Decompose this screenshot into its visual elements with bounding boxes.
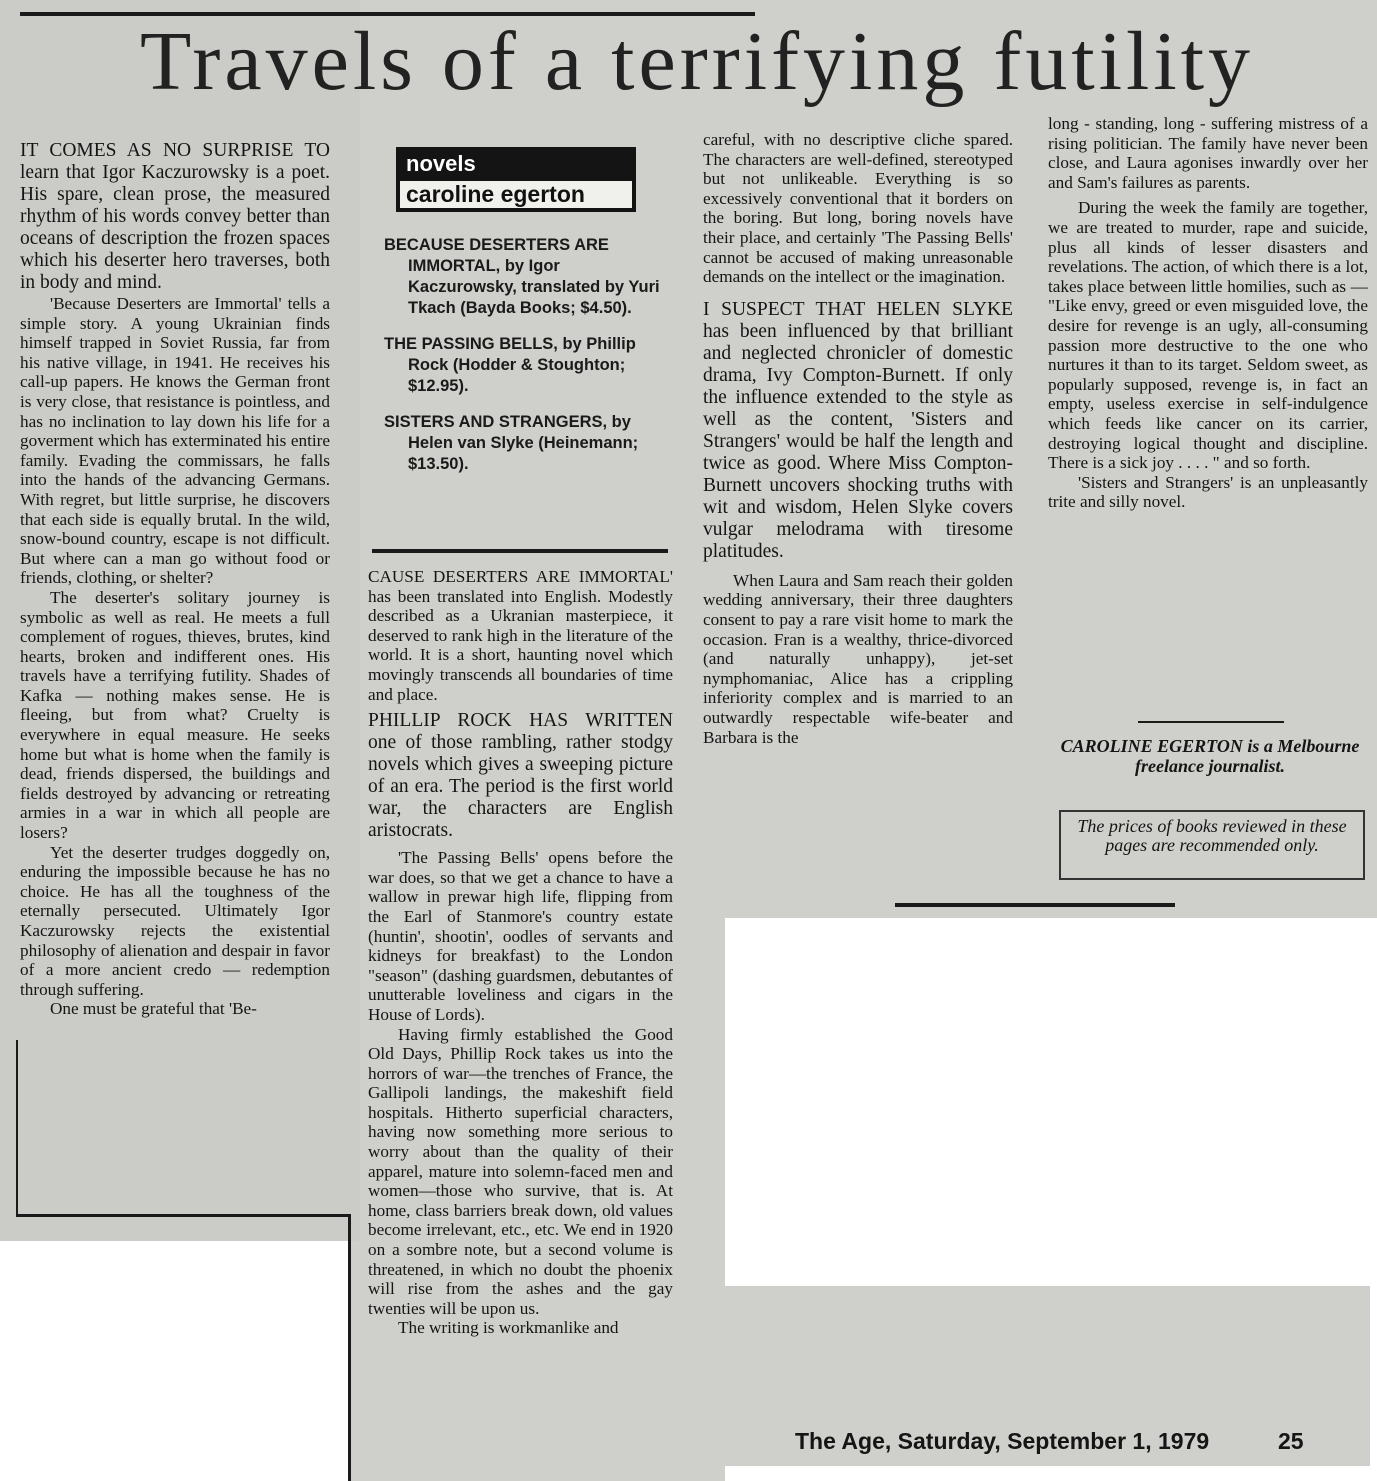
column-2-paragraph-1: CAUSE DESERTERS ARE IMMORTAL' has been translated into English. Modestly described as a Ukranian masterpiece, it deserved to rank high in the literature of the world. It is a short, haunting novel which movingly transcends all boundaries of time and place.	[368, 567, 673, 704]
column-2-paragraph-5: The writing is workmanlike and	[398, 1318, 619, 1338]
column-2	[368, 567, 673, 1338]
column-1-paragraph-2: 'Because Deserters are Immortal' tells a simple story. A young Ukrainian finds himself trapped in Soviet Russia, far from his native village, in 1941. He receives his call-up papers. He knows the German front is very close, that resistance is pointless, and has no inclination to lay down his life for a goverment which has exterminated his entire family. Evading the commissars, he falls into the hands of the advancing Germans. With regret, but little surprise, he discovers that each side is equally brutal. In the wild, snow-bound country, escape is not difficult. But where can a man go without food or friends, clothing, or shelter?	[20, 294, 330, 588]
left-border-line	[16, 1040, 18, 1215]
column-break-rule	[372, 549, 668, 553]
column-4-paragraph-3: 'Sisters and Strangers' is an unpleasantly trite and silly novel.	[1048, 472, 1368, 512]
column-3	[703, 130, 1013, 747]
section-label-reviewer: caroline egerton	[400, 181, 632, 208]
bottom-rule	[895, 903, 1175, 907]
book-entry: THE PASSING BELLS, by Phillip Rock (Hodder & Stoughton; $12.95).	[384, 335, 636, 395]
column-3-paragraph-1: careful, with no descriptive cliche spared. The characters are well-defined, stereotyped but not unlikeable. Everything is so excessively conventional that it borders on the boring. But long, boring novels have their place, and certainly 'The Passing Bells' cannot be accused of making unreasonable demands on the intellect or the imagination.	[703, 130, 1013, 287]
column-3-paragraph-2: I SUSPECT THAT HELEN SLYKE has been influenced by that brilliant and neglected chronicler of domestic drama, Ivy Compton-Burnett. If only the influence extended to the style as well as the content, 'Sisters and Strangers' would be half the length and twice as good. Where Miss Compton-Burnett uncovers shocking truths with wit and wisdom, Helen Slyke covers vulgar melodrama with tiresome platitudes.	[703, 298, 1013, 562]
author-bio: CAROLINE EGERTON is a Melbourne freelance journalist.	[1060, 736, 1360, 776]
book-entry: BECAUSE DESERTERS ARE IMMORTAL, by Igor Kaczurowsky, translated by Yuri Tkach (Bayda Books; $4.50).	[384, 236, 660, 317]
page-number: 25	[1278, 1428, 1304, 1454]
lower-border-vertical	[348, 1214, 351, 1481]
section-label-category: novels	[406, 151, 476, 176]
column-1-paragraph-4: Yet the deserter trudges doggedly on, enduring the impossible because he has no choice. He has all the toughness of the eternally persecuted. Ultimately Igor Kaczurowsky rejects the existential philosophy of alienation and despair in favor of a more ancient credo — redemption through suffering.	[20, 842, 330, 999]
column-2-paragraph-2: PHILLIP ROCK HAS WRITTEN one of those rambling, rather stodgy novels which gives a sweeping picture of an era. The period is the first world war, the characters are English aristocrats.	[368, 710, 673, 842]
book-entry: SISTERS AND STRANGERS, by Helen van Slyke (Heinemann; $13.50).	[384, 413, 639, 473]
column-4	[1048, 114, 1368, 512]
section-label	[396, 147, 636, 212]
lower-border-horizontal	[16, 1214, 351, 1217]
books-reviewed-list	[384, 235, 664, 490]
column-1-lead-paragraph: IT COMES AS NO SURPRISE TO learn that Igor Kaczurowsky is a poet. His spare, clean prose, the measured rhythm of his words convey better than oceans of description the frozen spaces which his deserter hero traverses, both in body and mind.	[20, 140, 330, 293]
column-4-paragraph-1: long - standing, long - suffering mistress of a rising politician. The family have never been close, and Laura agonises inwardly over her and Sam's failures as parents.	[1048, 114, 1368, 192]
column-2-paragraph-4: Having firmly established the Good Old Days, Phillip Rock takes us into the horrors of war—the trenches of France, the Gallipoli landings, the makeshift field hospitals. Hitherto superficial characters, having now something more serious to worry about than the quality of their apparel, mature into solemn-faced men and women—those who survive, that is. At home, class barriers break down, old values become irrelevant, etc., etc. We end in 1920 on a sombre note, but a second volume is threatened, in which no doubt the phoenix will rise from the ashes and the gay twenties will be upon us.	[368, 1024, 673, 1318]
column-1-paragraph-3: The deserter's solitary journey is symbolic as well as real. He meets a full complement of rogues, thieves, brutes, kind hearts, broken and indifferent ones. His travels have a terrifying futility. Shades of Kafka — nothing makes sense. He is fleeing, but from what? Cruelty is everywhere in equal measure. He seeks home but what is home when the family is dead, friends dispersed, the buildings and fields destroyed by advancing or retreating armies in a war in which all people are losers?	[20, 587, 330, 843]
publication-citation: The Age, Saturday, September 1, 1979	[795, 1428, 1210, 1454]
column-4-paragraph-2: During the week the family are together, we are treated to murder, rape and suicide, plus all kinds of lesser disasters and revelations. The action, of which there is a lot, takes place between little homilies, such as — "Like envy, greed or even misguided love, the desire for revenge is an ugly, all-consuming passion more destructive to the one who nurtures it than to its target. Seldom sweet, as popularly supposed, revenge is, in fact an empty, useless exercise in self-indulgence which feeds like cancer on its carrier, destroying logical thought and discipline. There is a sick joy . . . . " and so forth.	[1048, 198, 1368, 473]
byline-rule	[1138, 721, 1284, 723]
column-3-paragraph-3: When Laura and Sam reach their golden wedding anniversary, their three daughters consent to pay a rare visit home to mark the occasion. Fran is a wealthy, thrice-divorced (and naturally unhappy), jet-set nymphomaniac, Alice has a crippling inferiority complex and is married to an outwardly respectable wife-beater and Barbara is the	[703, 570, 1013, 747]
column-2-paragraph-3: 'The Passing Bells' opens before the war does, so that we get a chance to have a wallow in prewar high life, flipping from the Earl of Stanmore's country estate (huntin', shootin', oodles of servants and kidneys for breakfast) to the London "season" (dashing guardsmen, debutantes of unutterable loveliness and cigars in the House of Lords).	[368, 848, 673, 1024]
headline: Travels of a terrifying futility	[140, 15, 1255, 108]
price-note-box: The prices of books reviewed in these pages are recommended only.	[1059, 810, 1365, 880]
page-footer	[725, 1286, 1370, 1466]
column-1-paragraph-5: One must be grateful that 'Be-	[50, 999, 257, 1019]
column-1	[20, 140, 330, 1019]
